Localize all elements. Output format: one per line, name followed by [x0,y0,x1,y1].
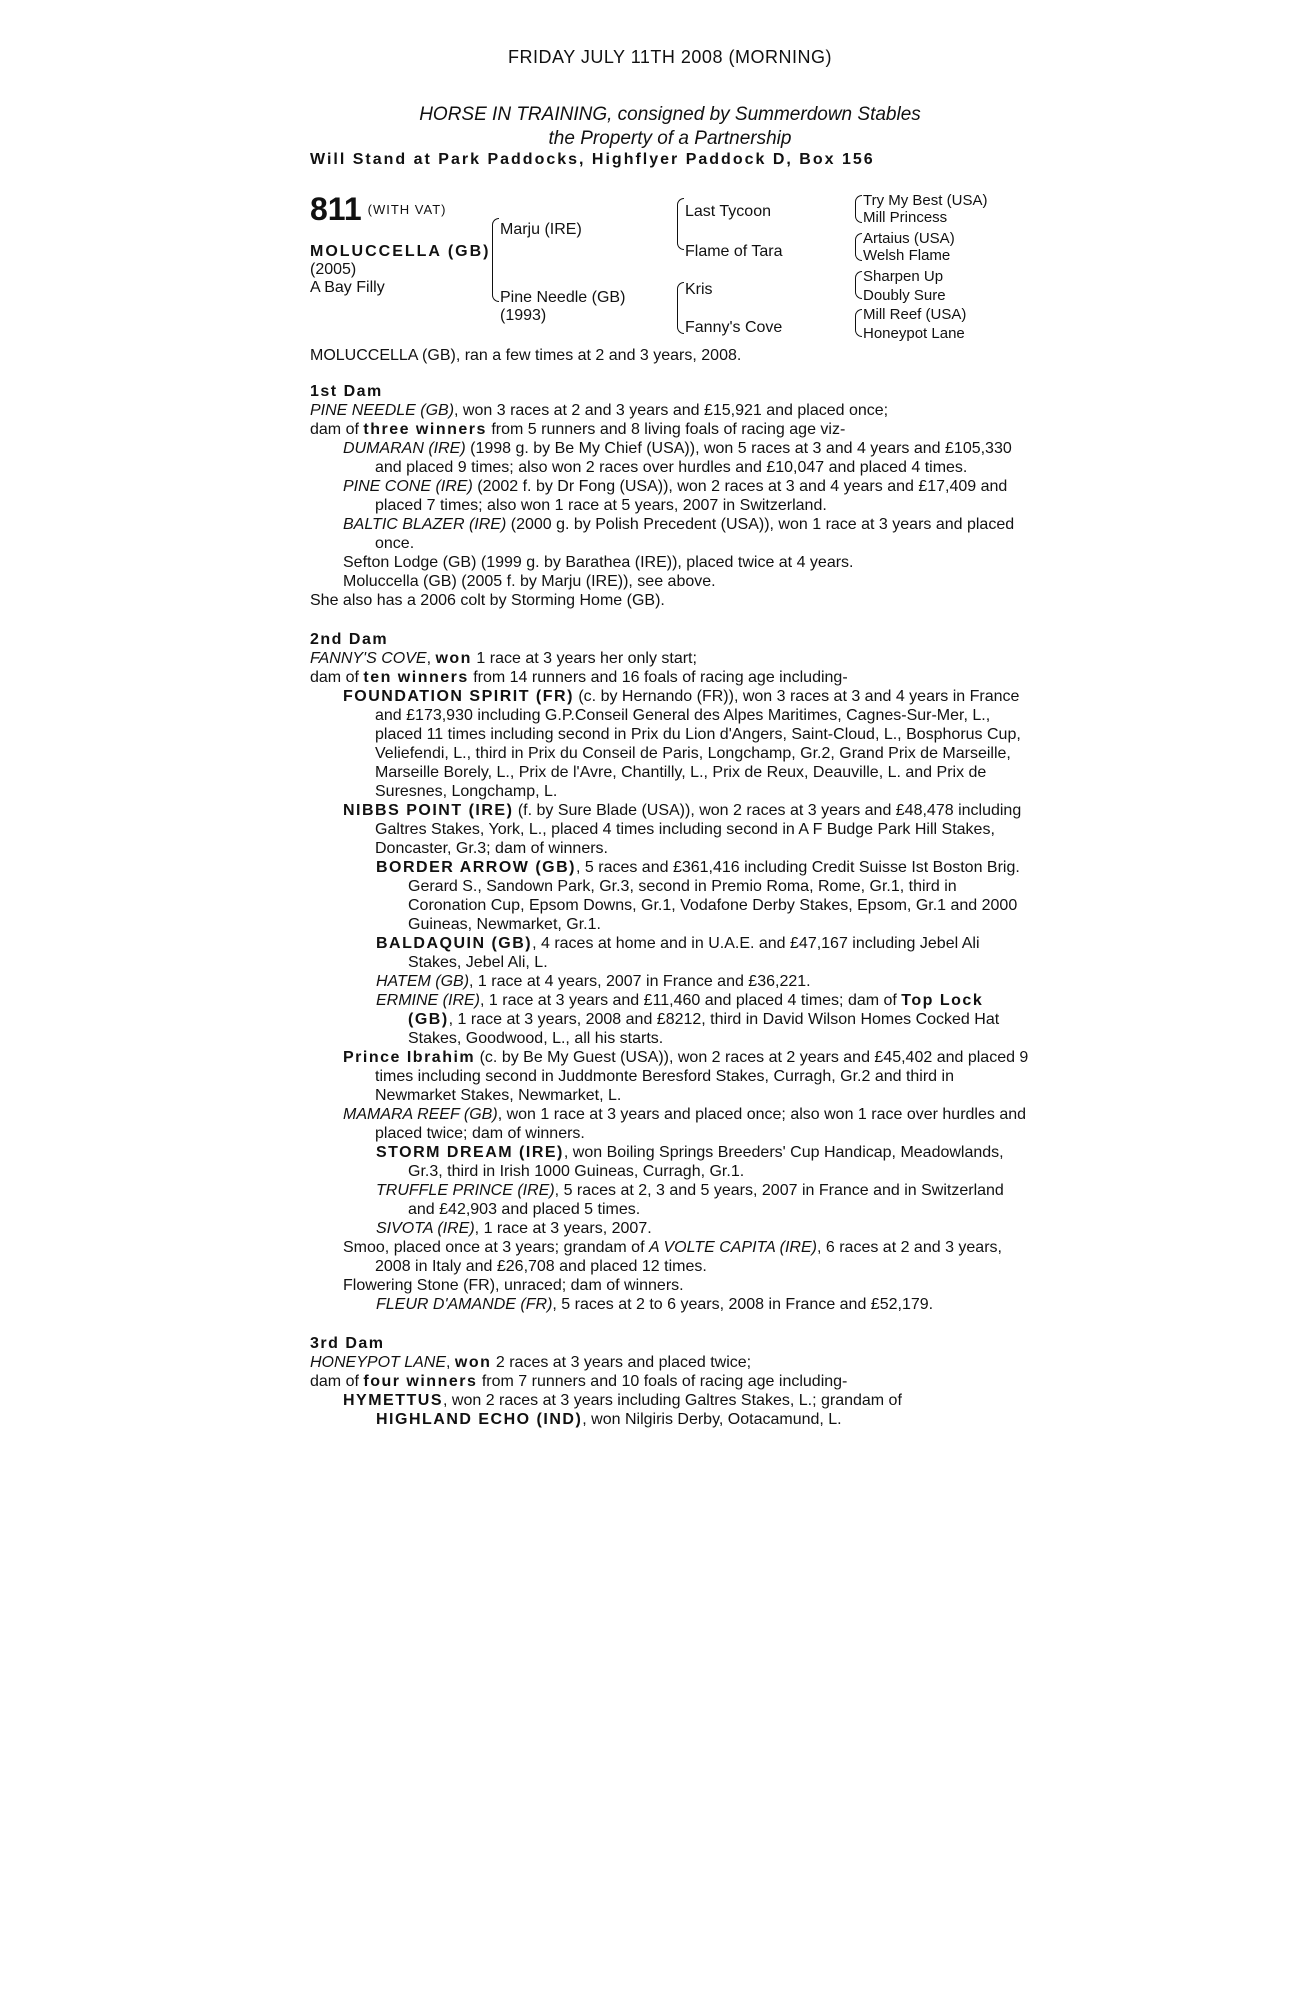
horse-name: FANNY'S COVE [310,650,427,667]
race-record: , 4 races at home and in U.A.E. and £47,167 including Jebel Ali Stakes, Jebel Ali, L. [408,935,980,971]
first-dam-note: She also has a 2006 colt by Storming Home (GB). [310,592,665,609]
race-record: , 1 race at 4 years, 2007 in France and £36,221. [469,973,811,990]
pedigree-block [310,190,1030,350]
second-dam-line [310,649,1030,668]
grand-offspring-entry [310,1143,1030,1181]
offspring-entry [310,515,1030,553]
dam-dam: Fanny's Cove [685,319,783,336]
horse-name: NIBBS POINT (IRE) [343,802,514,819]
first-dam-section [310,382,1030,610]
horse-name: FLEUR D'AMANDE (FR) [376,1296,553,1313]
offspring-entry [310,687,1030,801]
first-dam-line [310,401,1030,420]
lot-title [310,103,1030,151]
race-record: , won 2 races at 3 years including Galtres Stakes, L.; grandam of [443,1392,902,1409]
offspring-entry [310,1391,1030,1410]
third-dam-produce-line [310,1372,1030,1391]
grand-offspring-entry [310,934,1030,972]
horse-name: MOLUCCELLA (GB) [310,243,491,260]
ancestor-gen3: Honeypot Lane [863,325,965,342]
dam-sire: Kris [685,281,713,298]
third-dam-heading: 3rd Dam [310,1335,385,1352]
race-record: (1998 g. by Be My Chief (USA)), won 5 races at 3 and 4 years and £105,330 and placed 9 times; also won 2 races over hurdles and £10,047 and placed 4 times. [375,440,1012,476]
horse-name: HONEYPOT LANE [310,1354,447,1371]
horse-name: BORDER ARROW (GB) [376,859,576,876]
horse-name: PINE NEEDLE (GB) [310,402,455,419]
race-record: (c. by Hernando (FR)), won 3 races at 3 and 4 years in France and £173,930 including G.P.Conseil General des Alpes Maritimes, Cagnes-Sur-Mer, L., placed 11 times including second in Prix du Lion d'Angers, Saint-Cloud, L., Bosphorus Cup, Veliefendi, L., third in Prix du Conseil de Paris, Longchamp, Gr.2, Grand Prix de Marseille, Marseille Borely, L., Prix de l'Avre, Chantilly, L., Prix de Reux, Deauville, L. and Prix de Suresnes, Longchamp, L. [375,688,1021,800]
text: from 14 runners and 16 foals of racing age including- [468,669,848,686]
pedigree-brace [677,198,684,250]
ancestor-gen3: Mill Princess [863,209,948,226]
race-summary: MOLUCCELLA (GB), ran a few times at 2 and 3 years, 2008. [310,347,742,364]
race-record: (2000 g. by Polish Precedent (USA)), won 1 race at 3 years and placed once. [375,516,1015,552]
horse-name: A VOLTE CAPITA (IRE) [648,1239,817,1256]
horse-name: ERMINE (IRE) [376,992,480,1009]
pedigree-brace [855,271,862,299]
grand-offspring-entry [310,991,1030,1048]
offspring-entry: Flowering Stone (FR), unraced; dam of winners. [343,1277,684,1294]
pedigree-brace [492,218,499,302]
dam-year: (1993) [500,307,547,324]
offspring-entry [310,801,1030,858]
third-dam-section [310,1334,1030,1429]
text: dam of [310,421,364,438]
sire-dam: Flame of Tara [685,243,783,260]
text: won [454,1354,492,1371]
winners-count: ten winners [363,669,469,686]
grand-offspring-entry [310,972,1030,991]
ancestor-gen3: Artaius (USA) [863,230,955,247]
race-record: Smoo, placed once at 3 years; grandam of [343,1239,649,1256]
horse-description: A Bay Filly [310,279,385,296]
horse-name: Top Lock (GB) [408,992,984,1028]
race-record: , won Nilgiris Derby, Ootacamund, L. [582,1411,842,1428]
third-dam-line [310,1353,1030,1372]
offspring-entry [310,477,1030,515]
ancestor-gen3: Welsh Flame [863,247,951,264]
offspring-entry [310,1048,1030,1105]
race-record: 1 race at 3 years her only start; [471,650,697,667]
offspring-entry: Sefton Lodge (GB) (1999 g. by Barathea (IRE)), placed twice at 4 years. [343,554,854,571]
text: from 5 runners and 8 living foals of racing age viz- [486,421,846,438]
horse-name: TRUFFLE PRINCE (IRE) [376,1182,555,1199]
ancestor-gen3: Mill Reef (USA) [863,306,967,323]
offspring-entry [310,1238,1030,1276]
stand-location: Will Stand at Park Paddocks, Highflyer Paddock D, Box 156 [310,151,875,168]
produce-record [310,382,1030,1449]
offspring-entry [310,1105,1030,1143]
race-record: , 5 races at 2 to 6 years, 2008 in France and £52,179. [552,1296,934,1313]
race-record: , won Boiling Springs Breeders' Cup Handicap, Meadowlands, Gr.3, third in Irish 1000 Guineas, Curragh, Gr.1. [408,1144,1004,1180]
sire: Marju (IRE) [500,221,582,238]
ancestor-gen3: Try My Best (USA) [863,192,988,209]
pedigree-brace [855,233,862,261]
vat-note: (WITH VAT) [367,202,447,217]
second-dam-produce-line [310,668,1030,687]
grand-offspring-entry [310,1181,1030,1219]
horse-name: DUMARAN (IRE) [343,440,466,457]
ancestor-gen3: Doubly Sure [863,287,946,304]
race-record: (c. by Be My Guest (USA)), won 2 races at 2 years and £45,402 and placed 9 times including second in Juddmonte Beresford Stakes, Curragh, Gr.2 and third in Newmarket Stakes, Newmarket, L. [375,1049,1029,1104]
horse-name: STORM DREAM (IRE) [376,1144,564,1161]
grand-offspring-entry [310,858,1030,934]
race-record: , won 3 races at 2 and 3 years and £15,921 and placed once; [454,402,889,419]
pedigree-brace [677,282,684,334]
lot-number-line [310,190,446,229]
text: dam of [310,669,364,686]
race-record: , 1 race at 3 years, 2007. [474,1220,652,1237]
horse-name: BALDAQUIN (GB) [376,935,533,952]
second-dam-heading: 2nd Dam [310,631,389,648]
race-record: , 5 races at 2, 3 and 5 years, 2007 in France and in Switzerland and £42,903 and placed 5 times. [408,1182,1004,1218]
text: won [435,650,472,667]
ancestor-gen3: Sharpen Up [863,268,944,285]
lot-title-line1: HORSE IN TRAINING, consigned by Summerdown Stables [419,104,921,125]
horse-name: SIVOTA (IRE) [376,1220,475,1237]
race-record: , 6 races at 2 and 3 years, 2008 in Italy and £26,708 and placed 12 times. [375,1239,1002,1275]
pedigree-brace [855,195,862,223]
race-record: , won 1 race at 3 years and placed once; also won 1 race over hurdles and placed twice; dam of winners. [375,1106,1027,1142]
pedigree-brace [855,309,862,337]
text: dam of [310,1373,364,1390]
dam: Pine Needle (GB) [500,289,626,306]
horse-name: MAMARA REEF (GB) [343,1106,498,1123]
race-record: , 5 races and £361,416 including Credit Suisse Ist Boston Brig. Gerard S., Sandown Park, Gr.3, second in Premio Roma, Rome, Gr.1, third in Coronation Cup, Epsom Downs, Gr.1, Vodafone Derby Stakes, Epsom, Gr.1 and 2000 Guineas, Newmarket, Gr.1. [408,859,1020,933]
race-record: , 1 race at 3 years, 2008 and £8212, third in David Wilson Homes Cocked Hat Stakes, Goodwood, L., all his starts. [408,1011,1000,1047]
race-record: 2 races at 3 years and placed twice; [491,1354,752,1371]
horse-name: PINE CONE (IRE) [343,478,473,495]
horse-name: HIGHLAND ECHO (IND) [376,1411,583,1428]
race-record: (2002 f. by Dr Fong (USA)), won 2 races at 3 and 4 years and £17,409 and placed 7 times; also won 1 race at 5 years, 2007 in Switzerland. [375,478,1008,514]
race-record: (f. by Sure Blade (USA)), won 2 races at 3 years and £48,478 including Galtres Stakes, York, L., placed 4 times including second in A F Budge Park Hill Stakes, Doncaster, Gr.3; dam of winners. [375,802,1022,857]
race-record: , 1 race at 3 years and £11,460 and placed 4 times; dam of [480,992,902,1009]
lot-number: 811 [310,191,362,227]
sire-sire: Last Tycoon [685,203,771,220]
winners-count: four winners [363,1373,478,1390]
first-dam-produce-line [310,420,1030,439]
grand-offspring-entry [310,1219,1030,1238]
grand-offspring-entry [310,1410,1030,1429]
text: , [446,1354,455,1371]
horse-name: BALTIC BLAZER (IRE) [343,516,507,533]
second-dam-section [310,630,1030,1314]
offspring-entry: Moluccella (GB) (2005 f. by Marju (IRE)), see above. [343,573,716,590]
winners-count: three winners [363,421,487,438]
horse-name: Prince Ibrahim [343,1049,476,1066]
lot-title-line2: the Property of a Partnership [548,128,792,149]
horse-name: FOUNDATION SPIRIT (FR) [343,688,574,705]
first-dam-heading: 1st Dam [310,383,383,400]
horse-name: HATEM (GB) [376,973,470,990]
grand-offspring-entry [310,1295,1030,1314]
horse-name: HYMETTUS [343,1392,443,1409]
offspring-entry [310,439,1030,477]
sale-date: FRIDAY JULY 11TH 2008 (MORNING) [508,47,832,67]
horse-year: (2005) [310,261,357,278]
text: from 7 runners and 10 foals of racing age including- [477,1373,848,1390]
text: , [426,650,436,667]
